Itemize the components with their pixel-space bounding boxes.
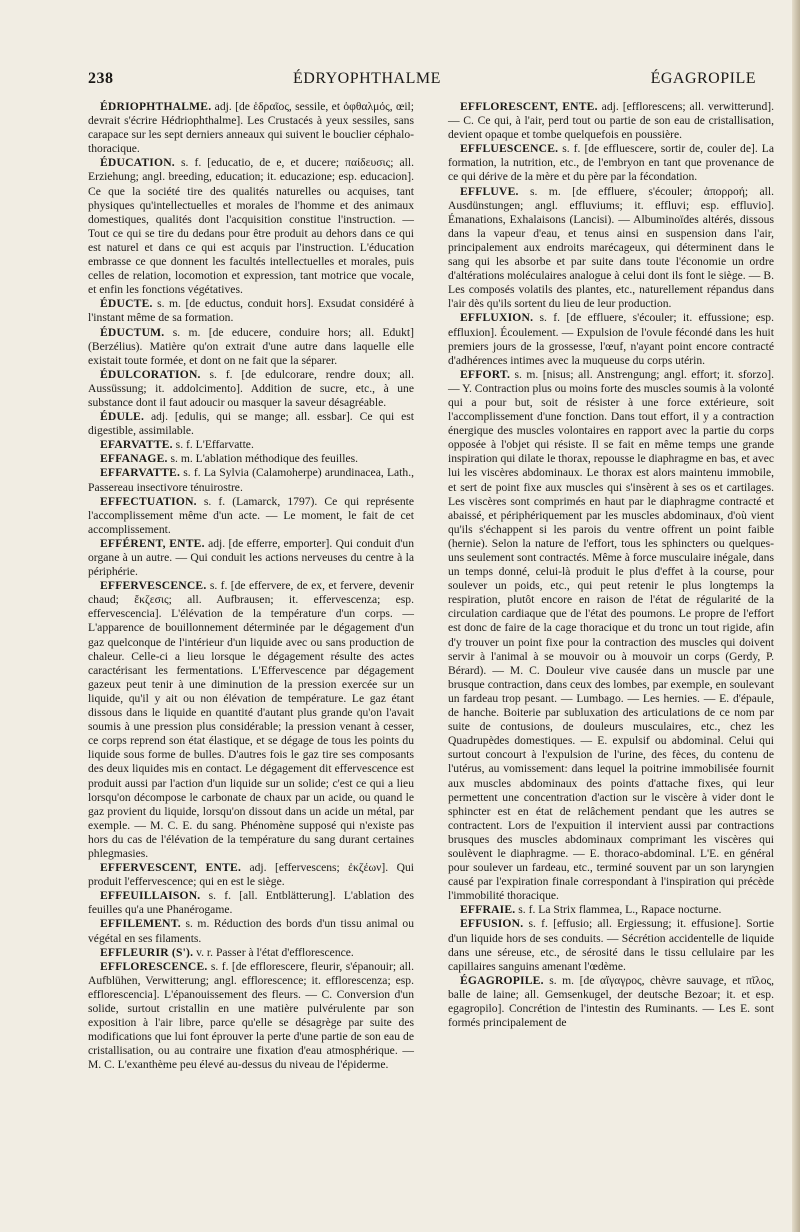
entry-headword: EFFARVATTE. [100, 466, 181, 480]
entry-definition: adj. [de ἑδραῖος, sessile, et ὀφθαλμός, œil; devrait s'écrire Hédriophthalme]. Les Crustacés à yeux sessiles, sans carapace sur les sept derniers anneaux qui suivent le bouclier céphalo-thoracique. [88, 100, 414, 156]
entry-definition: adj. [de efferre, emporter]. Qui conduit d'un organe à un autre. — Qui conduit les actions nerveuses du centre à la périphérie. [88, 536, 414, 579]
dictionary-entry [88, 889, 414, 917]
entry-headword: EFARVATTE. [100, 438, 173, 452]
dictionary-entry [448, 368, 774, 904]
entry-headword: ÉDUCTUM. [100, 325, 165, 339]
entry-headword: ÉDULE. [100, 410, 145, 424]
entry-definition: s. m. [de αἴγαγρος, chèvre sauvage, et πῖλος, balle de laine; all. Gemsenkugel, der deutsche Bezoar; it. et esp. egagropilo]. Concrétion de l'intestin des Ruminants. — Les E. sont formés principalement de [448, 973, 774, 1030]
entry-headword: EFFORT. [460, 367, 511, 381]
dictionary-entry [88, 861, 414, 889]
dictionary-entry [448, 917, 774, 973]
page-number: 238 [88, 70, 114, 87]
entry-definition: s. m. [de eductus, conduit hors]. Exsudat considéré à l'instant même de sa formation. [88, 297, 414, 325]
entry-definition: s. f. (Lamarck, 1797). Ce qui représente l'accomplissement même d'un acte. — Le moment, le fait de cet accomplissement. [88, 494, 414, 536]
entry-headword: ÉGAGROPILE. [460, 973, 544, 987]
entry-definition: adj. [edulis, qui se mange; all. essbar]. Ce qui est digestible, assimilable. [88, 410, 414, 438]
entry-definition: s. f. [de efflorescere, fleurir, s'épanouir; all. Aufblühen, Verwitterung; angl. efflorescence; it. efflorescenza; esp. efflorescencia]. L'épanouissement des fleurs. — C. Conversion d'un solide, surtout cristallin en une matière pulvérulente par son exposition à l'air libre, parce qu'elle se désagrège par suite des modifications que lui font éprouver la perte d'une partie de son eau de cristallisation, ou au contraire une fixation d'eau atmosphérique. — M. C. L'exanthème peu élevé au-dessus du niveau de l'épiderme. [88, 959, 414, 1072]
right-column [448, 100, 774, 1030]
dictionary-entry [448, 142, 774, 184]
entry-headword: EFFLEURIR (S'). [100, 945, 194, 959]
entry-headword: EFFERVESCENCE. [100, 579, 207, 593]
dictionary-entry [88, 156, 414, 297]
entry-headword: EFFUSION. [460, 917, 524, 931]
entry-headword: EFFLUVE. [460, 184, 519, 198]
dictionary-entry [88, 297, 414, 325]
entry-definition: s. f. [educatio, de e, et ducere; παίδευσις; all. Erziehung; angl. breeding, education; it. educazione; esp. educacion]. Ce que la société tire des qualités naturelles ou acquises, tant physiques qu'intellectuelles et morales de l'homme et des animaux domestiques, qualités dont l'acquisition constitue l'instruction. — Tout ce qui se tire du dedans pour être produit au dehors dans ce qui est naturel et dans ce qui est acquis par l'instruction. L'éducation embrasse ce que donnent les facultés intellectuelles et morales, puis celles de relation, locomotion et expression, tant motrice que vocale, et enfin les fonctions végétatives. [88, 156, 414, 297]
dictionary-entry [88, 579, 414, 861]
entry-definition: s. m. [nisus; all. Anstrengung; angl. effort; it. sforzo]. — Y. Contraction plus ou moins forte des muscles soumis à la volonté qui a pour but, soit de résister à une force extérieure, soit l'accomplissement d'une fonction. Dans tout effort, il y a contraction énergique des muscles volontaires en rapport avec la partie du corps opposée à l'objet qui résiste. Il se fait en même temps une grande inspiration qui dilate le thorax, repousse le diaphragme en bas, et avec lui les viscères abdominaux. Le thorax est alors maintenu immobile, et sert de point fixe aux muscles qui s'insèrent à ses os et cartilages. Les viscères sont comprimés en haut par le diaphragme contracté et abaissé, et périphériquement par les muscles abdominaux, d'où vient qu'ils s'échappent si les parois du ventre offrent un point faible (hernie). Selon la nature de l'effort, tous les sphincters ou quelques-uns seulement sont contractés. Même à force musculaire inégale, dans un temps donné, celui-là produit le plus d'effet à la course, pour soulever un poids, etc., qui peut retenir le plus longtemps la respiration, plutôt encore en raison de l'état de régularité de la circulation cardiaque que de l'état des poumons. Le propre de l'effort est donc de faire de la cage thoracique et du tronc un tout rigide, afin d'y trouver un point fixe pour la contraction des muscles qui doivent servir à l'animal à se mouvoir ou à mouvoir un corps (Gerdy, P. Bérard). — M. C. Douleur vive causée dans un muscle par une brusque contraction, dans ceux des lombes, par exemple, en soulevant un fardeau trop pesant. — Lumbago. — Les hernies. — E. d'épaule, de hanche. Boiterie par subluxation des articulations de ce nom par suite de contusions, de douleurs musculaires, etc., chez les Quadrupèdes domestiques. — E. expulsif ou abdominal. Celui qui surtout concourt à l'expulsion de l'urine, des fèces, du contenu de l'utérus, au vomissement: dans lequel la poitrine immobilisée fournit aux muscles abdominaux des points d'attache fixes, qui leur permettent une concentration d'action sur le viscère à vider dont le sphincter est en état de relâchement pendant que les autres se contractent. Lors de l'expuition il intervient aussi par contractions brusques des muscles abdominaux comprimant les viscères qui soulèvent le diaphragme. — E. thoraco-abdominal. L'E. en général pour soulever un fardeau, etc., terminé souvent par un son laryngien causé par l'expiration finale correspondant à l'inspiration qui précède l'immobilité thoracique. [448, 367, 774, 903]
page-edge-shadow [792, 0, 800, 1232]
dictionary-entry [88, 326, 414, 368]
dictionary-entry [448, 100, 774, 142]
entry-headword: EFFLUXION. [460, 311, 534, 325]
entry-definition: s. m. L'ablation méthodique des feuilles. [167, 452, 359, 466]
entry-definition: s. f. L'Effarvatte. [172, 438, 254, 452]
left-running-head: ÉDRYOPHTHALME [293, 70, 441, 87]
entry-definition: s. f. La Sylvia (Calamoherpe) arundinacea, Lath., Passereau insectivore ténuirostre. [88, 466, 414, 494]
entry-headword: EFFLORESCENT, ENTE. [460, 100, 598, 113]
entry-definition: s. m. Réduction des bords d'un tissu animal ou végétal en ses filaments. [88, 917, 414, 945]
page-header [88, 70, 756, 92]
entry-definition: s. m. [de effluere, s'écouler; ἀπορροή; all. Ausdünstungen; angl. effluviums; it. effluvi; esp. effluvio]. Émanations, Exhalaisons (Lancisi). — Albuminoïdes altérés, dissous dans la vapeur d'eau, et tenus ainsi en suspension dans l'air, principalement aux endroits marécageux, qui déterminent dans le sang qui les absorbe et par suite dans toute l'économie un ordre d'altérations moléculaires analogue à celui dont ils font le siège. — B. Les composés volatils des plantes, etc., naturellement répandus dans l'air dès qu'ils sortent du lieu de leur production. [448, 184, 774, 311]
entry-headword: ÉDRIOPHTHALME. [100, 100, 212, 113]
entry-headword: EFFANAGE. [100, 452, 168, 466]
entry-definition: s. f. [de edulcorare, rendre doux; all. Aussüssung; it. addolcimento]. Addition de sucre, etc., à une substance dont il faut adoucir ou masquer la saveur désagréable. [88, 367, 414, 409]
entry-definition: s. f. [effusio; all. Ergiessung; it. effusione]. Sortie d'un liquide hors de ses conduits. — Sécrétion accidentelle de liquide dans une séreuse, etc., de sérosité dans le tissu cellulaire par les capillaires sanguins amenant l'œdème. [448, 917, 774, 973]
dictionary-entry [88, 452, 414, 466]
entry-definition: s. f. [de effervere, de ex, et fervere, devenir chaud; ἔκζεσις; all. Aufbrausen; it. effervescenza; esp. effervescencia]. L'élévation de la température d'un corps. — L'apparence de bouillonnement déterminée par le dégagement d'un gaz quelconque de l'intérieur d'un liquide avec ou sans production de chaleur. Celle-ci a lieu lorsque le dégagement résulte des actes caractérisant les fermentations. L'Effervescence par dégagement gazeux peut tenir à une diminution de la pression exercée sur un liquide, qu'il y ait ou non élévation de température. Le gaz étant dissous dans le liquide en quantité d'autant plus grande qu'on l'avait soumis à une pression plus considérable; la pression venant à cesser, ce corps reprend son état élastique, et se dégage de tous les points du liquide sous forme de bulles. D'autres fois le gaz tire ses composants des deux liquides mis en contact. Le dégagement dit effervescence est produit aussi par l'action d'un liquide sur un solide; c'est ce qui a lieu lorsqu'on décompose le carbonate de chaux par un acide, ou quand le gaz provient du liquide, lorsqu'on dissout dans un acide un métal, par exemple. — M. C. E. du sang. Phénomène supposé qui n'existe pas hors du cas de l'élévation de la température du sang durant certaines phlegmasies. [88, 579, 414, 860]
entry-headword: EFFECTUATION. [100, 494, 197, 508]
entry-headword: EFFEUILLAISON. [100, 889, 201, 903]
entry-definition: s. f. [de effluescere, sortir de, couler de]. La formation, la nutrition, etc., de l'embryon en tant que provenance de ce qui dérive de la mère et du père par la fécondation. [448, 142, 774, 184]
entry-headword: EFFLUESCENCE. [460, 142, 559, 156]
dictionary-entry [88, 946, 414, 960]
entry-headword: EFFILEMENT. [100, 917, 181, 931]
right-running-head: ÉGAGROPILE [650, 70, 756, 87]
entry-headword: EFFLORESCENCE. [100, 959, 208, 973]
entry-definition: v. r. Passer à l'état d'efflorescence. [193, 945, 354, 959]
dictionary-entry [88, 438, 414, 452]
entry-definition: s. f. [all. Entblätterung]. L'ablation des feuilles qu'a une Phanérogame. [88, 889, 414, 917]
entry-definition: adj. [effervescens; ἐκζέων]. Qui produit l'effervescence; qui en est le siège. [88, 861, 414, 889]
dictionary-entry [88, 537, 414, 579]
entry-headword: ÉDUCATION. [100, 156, 175, 170]
dictionary-entry [448, 185, 774, 312]
entry-headword: EFFERVESCENT, ENTE. [100, 861, 242, 875]
dictionary-entry [88, 466, 414, 494]
entry-definition: adj. [efflorescens; all. verwitterund]. — C. Ce qui, à l'air, perd tout ou partie de son eau de cristallisation, devient opaque et tombe quelquefois en poussière. [448, 100, 775, 142]
dictionary-entry [88, 368, 414, 410]
dictionary-entry [88, 917, 414, 945]
dictionary-entry [88, 960, 414, 1073]
dictionary-entry [88, 100, 414, 156]
entry-definition: s. m. [de educere, conduire hors; all. Edukt] (Berzélius). Matière qu'on extrait d'une autre dans laquelle elle existait toute formée, et dont on ne fait que la séparer. [88, 325, 414, 367]
dictionary-entry [448, 974, 774, 1030]
entry-definition: s. f. La Strix flammea, L., Rapace nocturne. [515, 903, 722, 917]
dictionary-entry [88, 410, 414, 438]
entry-headword: ÉDUCTE. [100, 297, 153, 311]
entry-headword: EFFÉRENT, ENTE. [100, 536, 205, 550]
entry-headword: EFFRAIE. [460, 903, 516, 917]
entry-headword: ÉDULCORATION. [100, 367, 201, 381]
left-column [88, 100, 414, 1072]
entry-definition: s. f. [de effluere, s'écouler; it. effussione; esp. effluxion]. Écoulement. — Expulsion de l'ovule fécondé dans les huit premiers jours de la grossesse, l'œuf, n'ayant point encore contracté d'adhérences intimes avec la muqueuse du corps utérin. [448, 311, 774, 367]
dictionary-entry [448, 311, 774, 367]
dictionary-entry [88, 495, 414, 537]
dictionary-entry [448, 903, 774, 917]
